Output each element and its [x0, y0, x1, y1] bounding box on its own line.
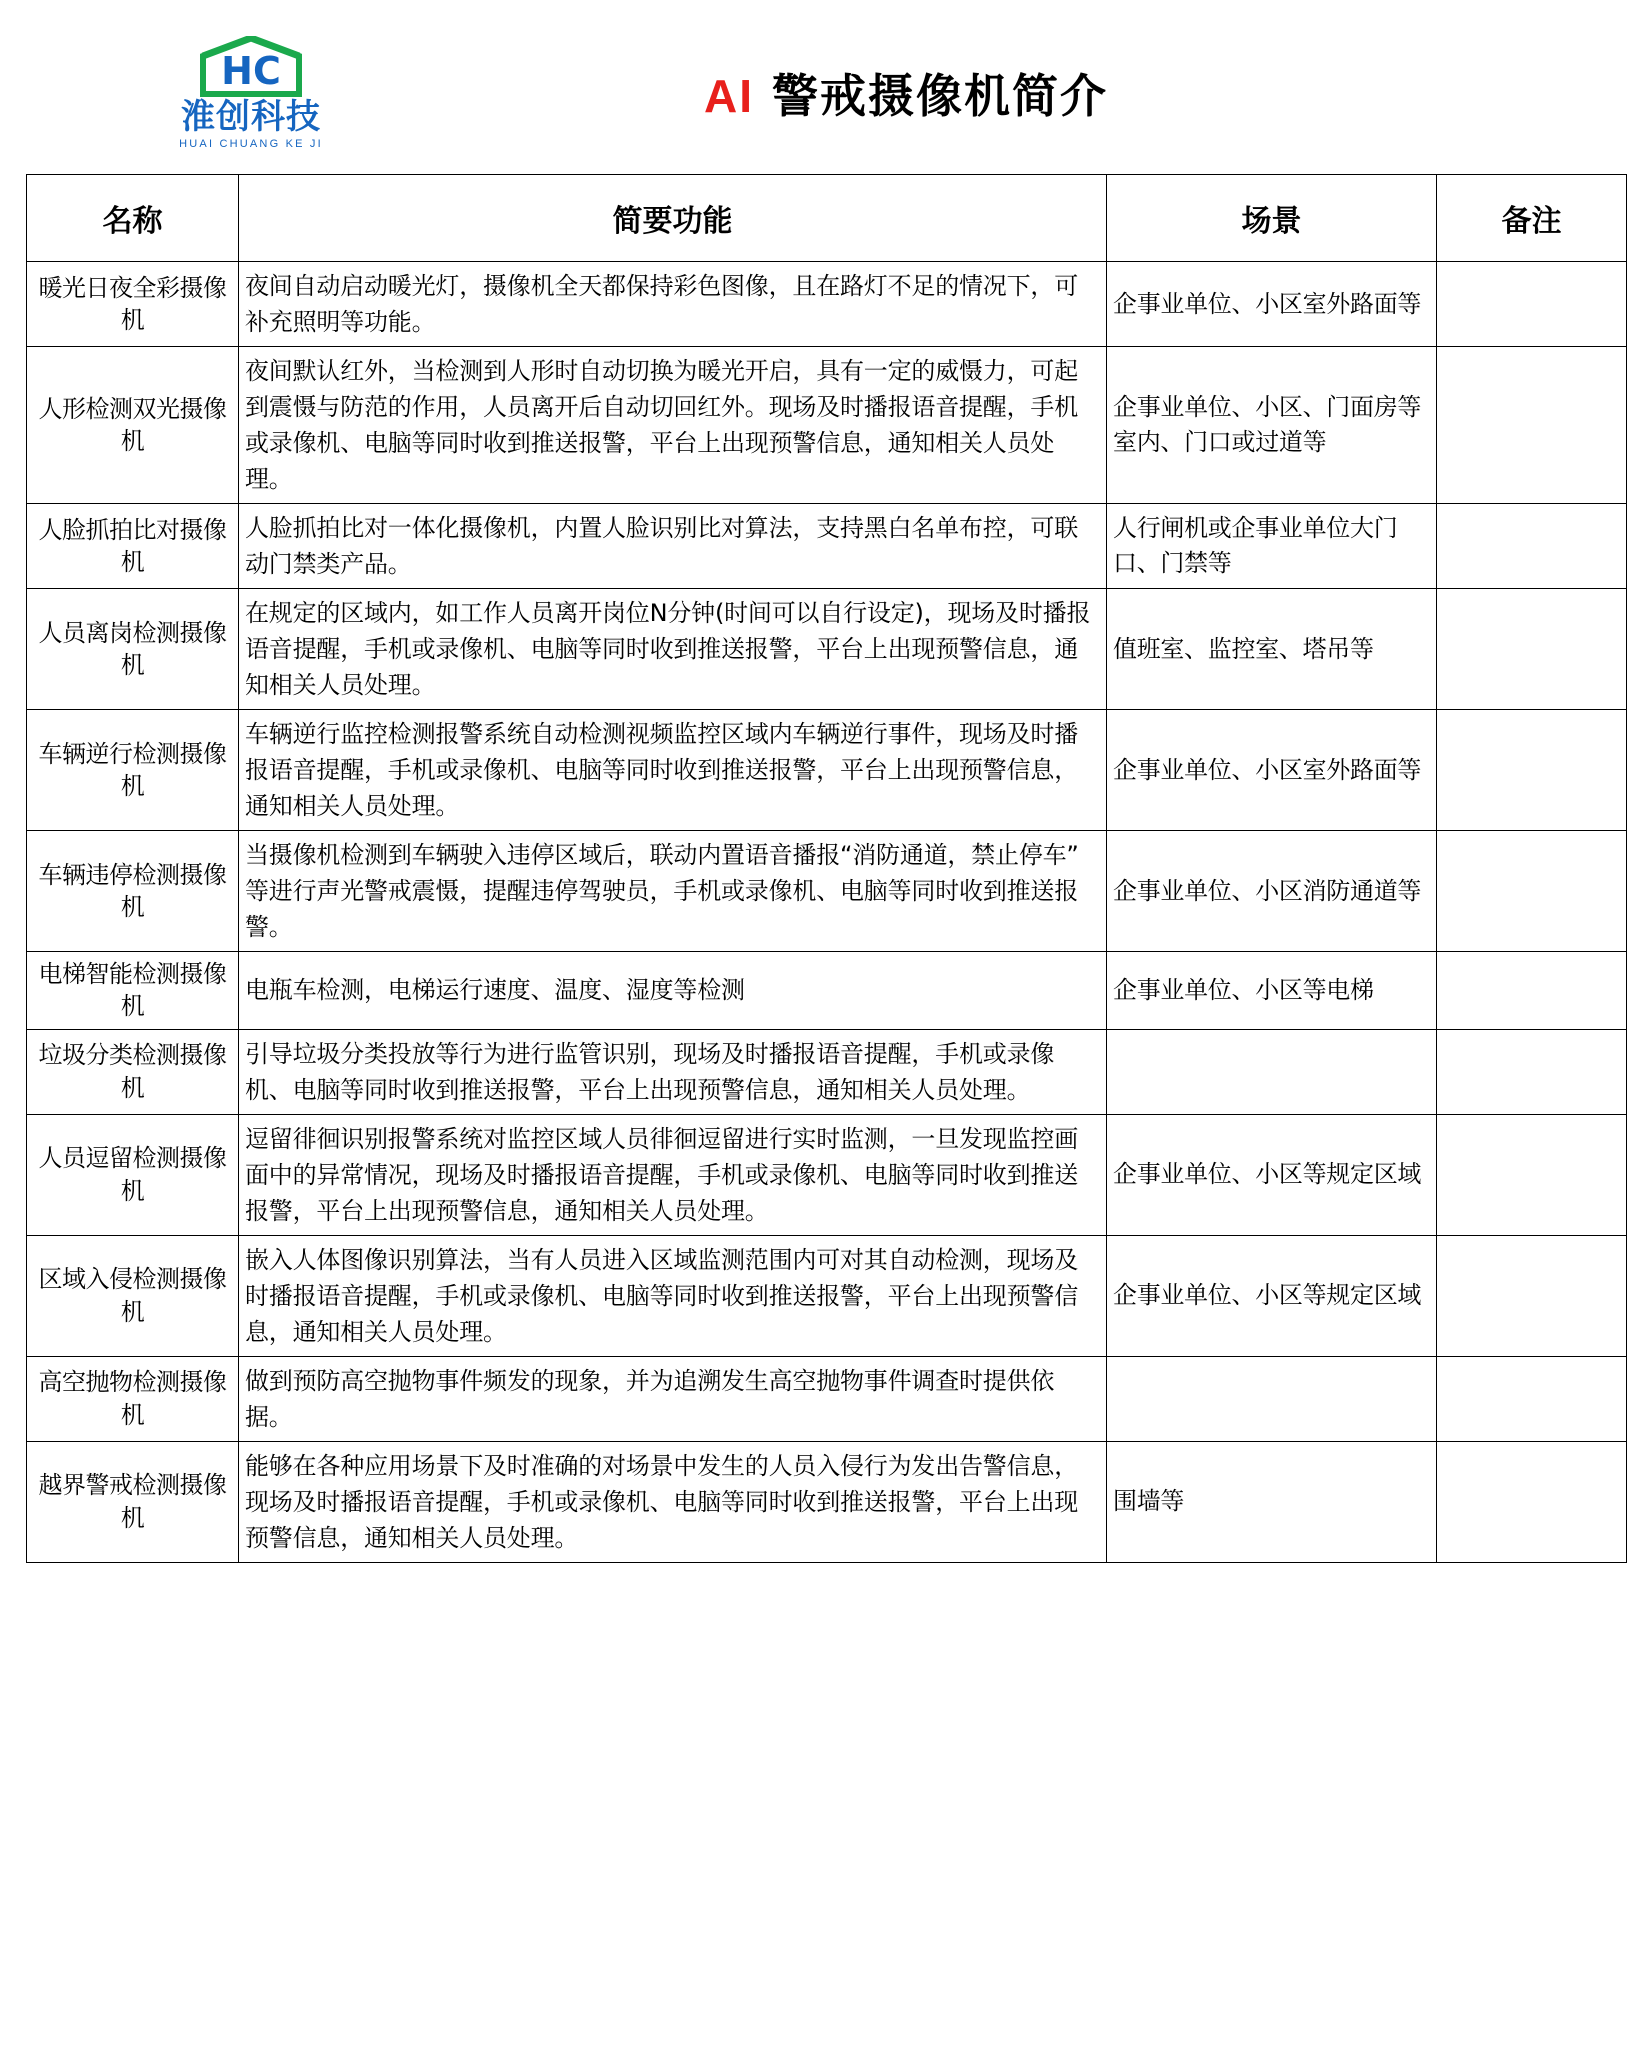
cell-scene: 企事业单位、小区室外路面等 — [1107, 262, 1437, 347]
cell-name: 区域入侵检测摄像机 — [27, 1235, 239, 1356]
column-header-name: 名称 — [27, 175, 239, 262]
table-row — [27, 262, 1627, 347]
cell-remark — [1437, 1441, 1627, 1562]
cell-function: 夜间自动启动暖光灯，摄像机全天都保持彩色图像，且在路灯不足的情况下，可补充照明等功能。 — [239, 262, 1107, 347]
hc-logo-icon — [195, 36, 307, 98]
page-title — [326, 60, 1626, 126]
company-logo — [26, 36, 326, 150]
document-header — [26, 18, 1626, 168]
cell-scene: 围墙等 — [1107, 1441, 1437, 1562]
cell-scene: 人行闸机或企事业单位大门口、门禁等 — [1107, 504, 1437, 589]
cell-remark — [1437, 1356, 1627, 1441]
cell-function: 车辆逆行监控检测报警系统自动检测视频监控区域内车辆逆行事件，现场及时播报语音提醒，手机或录像机、电脑等同时收到推送报警，平台上出现预警信息，通知相关人员处理。 — [239, 710, 1107, 831]
table-row — [27, 1114, 1627, 1235]
cell-function: 嵌入人体图像识别算法，当有人员进入区域监测范围内可对其自动检测，现场及时播报语音提醒，手机或录像机、电脑等同时收到推送报警，平台上出现预警信息，通知相关人员处理。 — [239, 1235, 1107, 1356]
cell-name: 车辆逆行检测摄像机 — [27, 710, 239, 831]
table-row — [27, 1029, 1627, 1114]
cell-name: 垃圾分类检测摄像机 — [27, 1029, 239, 1114]
cell-scene: 企事业单位、小区消防通道等 — [1107, 831, 1437, 952]
cell-function: 引导垃圾分类投放等行为进行监管识别，现场及时播报语音提醒，手机或录像机、电脑等同时收到推送报警，平台上出现预警信息，通知相关人员处理。 — [239, 1029, 1107, 1114]
table-row — [27, 1441, 1627, 1562]
cell-scene — [1107, 1029, 1437, 1114]
cell-remark — [1437, 831, 1627, 952]
column-header-function: 简要功能 — [239, 175, 1107, 262]
cell-remark — [1437, 710, 1627, 831]
table-row — [27, 589, 1627, 710]
cell-function: 在规定的区域内，如工作人员离开岗位N分钟(时间可以自行设定)，现场及时播报语音提醒，手机或录像机、电脑等同时收到推送报警，平台上出现预警信息，通知相关人员处理。 — [239, 589, 1107, 710]
table-row — [27, 952, 1627, 1030]
cell-name: 车辆违停检测摄像机 — [27, 831, 239, 952]
cell-function: 夜间默认红外，当检测到人形时自动切换为暖光开启，具有一定的威慑力，可起到震慑与防范的作用，人员离开后自动切回红外。现场及时播报语音提醒，手机或录像机、电脑等同时收到推送报警，平台上出现预警信息，通知相关人员处理。 — [239, 347, 1107, 504]
table-row — [27, 831, 1627, 952]
table-row — [27, 710, 1627, 831]
table-row — [27, 1356, 1627, 1441]
table-row — [27, 1235, 1627, 1356]
cell-name: 暖光日夜全彩摄像机 — [27, 262, 239, 347]
table-header-row — [27, 175, 1627, 262]
cell-function: 做到预防高空抛物事件频发的现象，并为追溯发生高空抛物事件调查时提供依据。 — [239, 1356, 1107, 1441]
cell-scene: 值班室、监控室、塔吊等 — [1107, 589, 1437, 710]
cell-remark — [1437, 1029, 1627, 1114]
column-header-remark: 备注 — [1437, 175, 1627, 262]
cell-name: 人形检测双光摄像机 — [27, 347, 239, 504]
cell-remark — [1437, 504, 1627, 589]
cell-scene: 企事业单位、小区等规定区域 — [1107, 1114, 1437, 1235]
table-row — [27, 347, 1627, 504]
cell-scene: 企事业单位、小区等电梯 — [1107, 952, 1437, 1030]
cell-name: 人脸抓拍比对摄像机 — [27, 504, 239, 589]
cell-remark — [1437, 262, 1627, 347]
cell-remark — [1437, 1235, 1627, 1356]
camera-feature-table — [26, 174, 1627, 1563]
cell-remark — [1437, 1114, 1627, 1235]
table-row — [27, 504, 1627, 589]
cell-name: 高空抛物检测摄像机 — [27, 1356, 239, 1441]
cell-name: 人员逗留检测摄像机 — [27, 1114, 239, 1235]
cell-function: 当摄像机检测到车辆驶入违停区域后，联动内置语音播报“消防通道，禁止停车”等进行声光警戒震慑，提醒违停驾驶员，手机或录像机、电脑等同时收到推送报警。 — [239, 831, 1107, 952]
column-header-scene: 场景 — [1107, 175, 1437, 262]
cell-remark — [1437, 347, 1627, 504]
table-header — [27, 175, 1627, 262]
company-name-cn: 淮创科技 — [181, 97, 321, 138]
cell-scene — [1107, 1356, 1437, 1441]
cell-function: 人脸抓拍比对一体化摄像机，内置人脸识别比对算法，支持黑白名单布控，可联动门禁类产品。 — [239, 504, 1107, 589]
cell-scene: 企事业单位、小区室外路面等 — [1107, 710, 1437, 831]
title-prefix: AI — [703, 70, 754, 122]
cell-function: 电瓶车检测，电梯运行速度、温度、湿度等检测 — [239, 952, 1107, 1030]
title-text: 警戒摄像机简介 — [772, 69, 1108, 123]
table-body — [27, 262, 1627, 1563]
cell-function: 逗留徘徊识别报警系统对监控区域人员徘徊逗留进行实时监测，一旦发现监控画面中的异常情况，现场及时播报语音提醒，手机或录像机、电脑等同时收到推送报警，平台上出现预警信息，通知相关人员处理。 — [239, 1114, 1107, 1235]
cell-scene: 企事业单位、小区、门面房等室内、门口或过道等 — [1107, 347, 1437, 504]
svg-text:HC: HC — [221, 49, 281, 94]
cell-remark — [1437, 589, 1627, 710]
cell-name: 电梯智能检测摄像机 — [27, 952, 239, 1030]
cell-remark — [1437, 952, 1627, 1030]
cell-name: 越界警戒检测摄像机 — [27, 1441, 239, 1562]
cell-function: 能够在各种应用场景下及时准确的对场景中发生的人员入侵行为发出告警信息，现场及时播报语音提醒，手机或录像机、电脑等同时收到推送报警，平台上出现预警信息，通知相关人员处理。 — [239, 1441, 1107, 1562]
company-name-pinyin: HUAI CHUANG KE JI — [179, 137, 323, 150]
cell-scene: 企事业单位、小区等规定区域 — [1107, 1235, 1437, 1356]
cell-name: 人员离岗检测摄像机 — [27, 589, 239, 710]
